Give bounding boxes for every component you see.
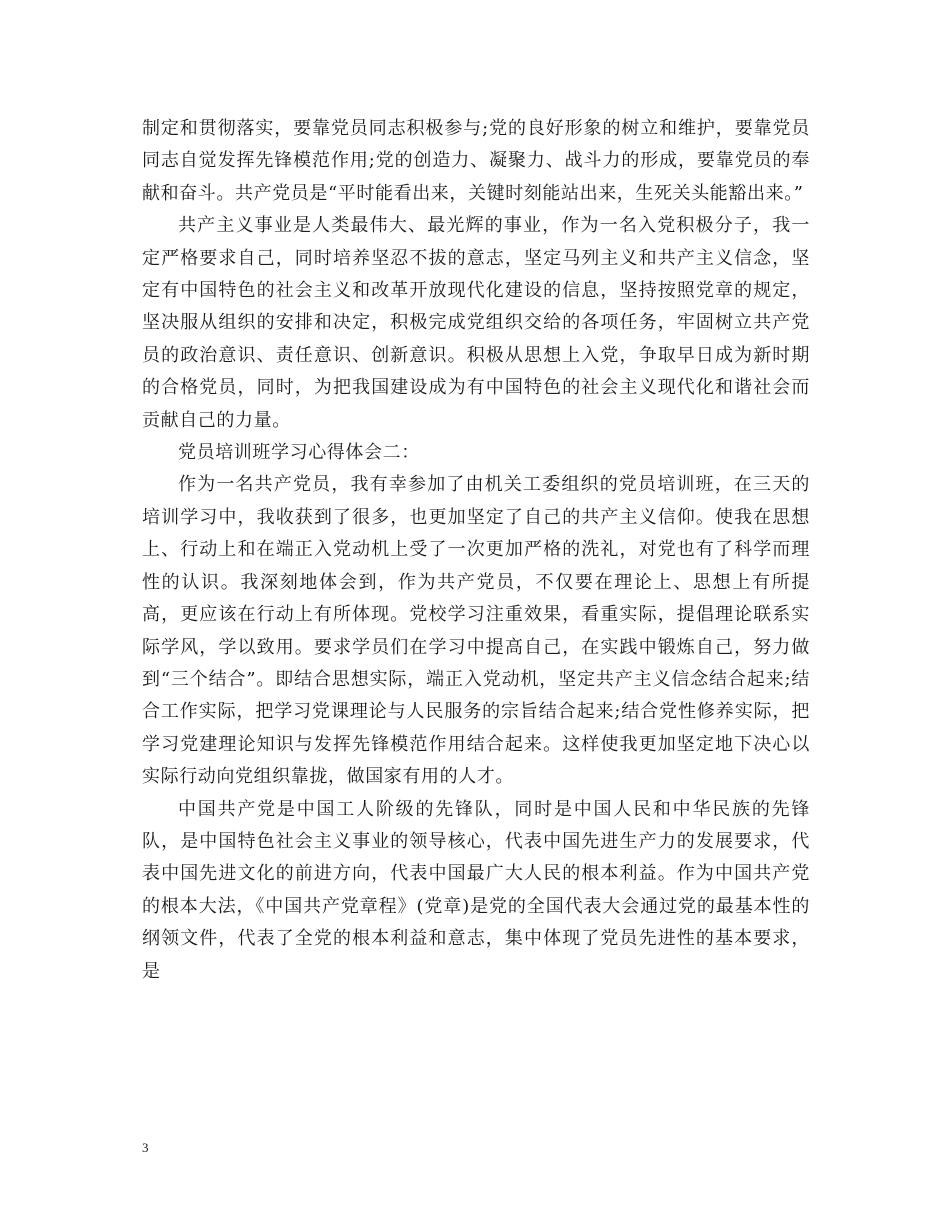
paragraph-4: 中国共产党是中国工人阶级的先锋队，同时是中国人民和中华民族的先锋队，是中国特色社会主义事业的领导核心，代表中国先进生产力的发展要求，代表中国先进文化的前进方向，代表中国最广大人民的根本利益。作为中国共产党的根本大法，《中国共产党章程》(党章)是党的全国代表大会通过党的最基本性的纲领文件，代表了全党的根本利益和意志，集中体现了党员先进性的基本要求，是 [142, 798, 810, 982]
page-number: 3 [142, 1140, 149, 1155]
paragraph-3: 作为一名共产党员，我有幸参加了由机关工委组织的党员培训班，在三天的培训学习中，我收获到了很多，也更加坚定了自己的共产主义信仰。使我在思想上、行动上和在端正入党动机上受了一次更加严格的洗礼，对党也有了科学而理性的认识。我深刻地体会到，作为共产党员，不仅要在理论上、思想上有所提高，更应该在行动上有所体现。党校学习注重效果，看重实际，提倡理论联系实际学风，学以致用。要求学员们在学习中提高自己，在实践中锻炼自己，努力做到“三个结合”。即结合思想实际，端正入党动机，坚定共产主义信念结合起来;结合工作实际，把学习党课理论与人民服务的宗旨结合起来;结合党性修养实际，把学习党建理论知识与发挥先锋模范作用结合起来。这样使我更加坚定地下决心以实际行动向党组织靠拢，做国家有用的人才。 [142, 474, 810, 788]
body-text [142, 113, 810, 988]
paragraph-1: 制定和贯彻落实，要靠党员同志积极参与;党的良好形象的树立和维护，要靠党员同志自觉发挥先锋模范作用;党的创造力、凝聚力、战斗力的形成，要靠党员的奉献和奋斗。共产党员是“平时能看出来，关键时刻能站出来，生死关头能豁出来。” [142, 118, 810, 204]
paragraph-2: 共产主义事业是人类最伟大、最光辉的事业，作为一名入党积极分子，我一定严格要求自己，同时培养坚忍不拔的意志，坚定马列主义和共产主义信念，坚定有中国特色的社会主义和改革开放现代化建设的信息，坚持按照党章的规定，坚决服从组织的安排和决定，积极完成党组织交给的各项任务，牢固树立共产党员的政治意识、责任意识、创新意识。积极从思想上入党，争取早日成为新时期的合格党员，同时，为把我国建设成为有中国特色的社会主义现代化和谐社会而贡献自己的力量。 [142, 215, 810, 431]
section-heading: 党员培训班学习心得体会二： [178, 442, 420, 464]
